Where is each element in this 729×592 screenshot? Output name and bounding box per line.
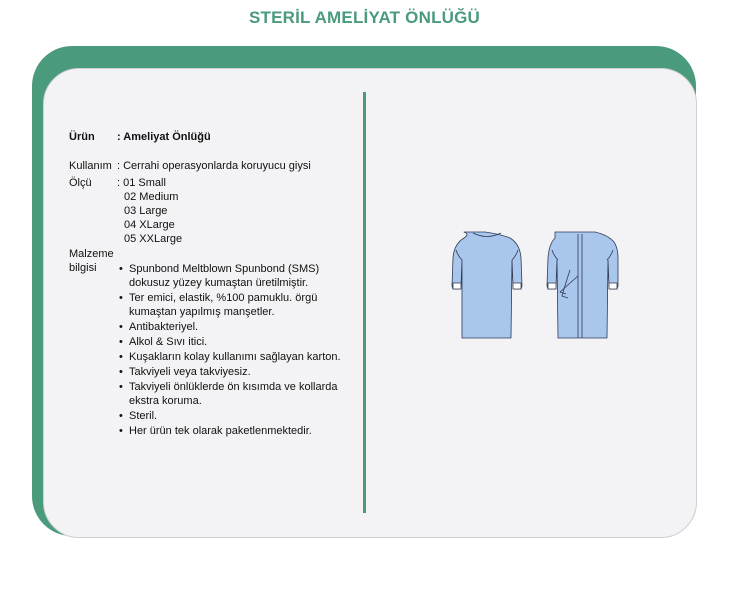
feature-list	[119, 262, 359, 439]
feature-item: • Alkol & Sıvı itici.	[119, 335, 359, 349]
feature-item: • Antibakteriyel.	[119, 320, 359, 334]
gown-back-view	[547, 232, 618, 338]
olcu-first-size: : 01 Small	[117, 177, 166, 189]
malzeme-label-2: bilgisi	[69, 262, 97, 274]
size-item: 02 Medium	[124, 191, 179, 203]
feature-item: • Takviyeli veya takviyesiz.	[119, 365, 359, 379]
size-list	[124, 190, 182, 246]
size-item: 03 Large	[124, 205, 168, 217]
kullanim-label: Kullanım	[69, 160, 112, 172]
feature-item: • Ter emici, elastik, %100 pamuklu. örgü kumaştan yapılmış manşetler.	[119, 291, 359, 319]
size-item: 05 XXLarge	[124, 233, 183, 245]
malzeme-label: Malzeme	[69, 248, 114, 260]
feature-item: • Spunbond Meltblown Spunbond (SMS) dokusuz yüzey kumaştan üretilmiştir.	[119, 262, 359, 290]
olcu-label: Ölçü	[69, 177, 92, 189]
page-title: STERİL AMELİYAT ÖNLÜĞÜ	[248, 8, 481, 27]
feature-item: • Steril.	[119, 409, 359, 423]
gown-illustration	[440, 226, 630, 346]
column-divider	[363, 92, 366, 513]
feature-item: • Takviyeli önlüklerde ön kısımda ve kollarda ekstra koruma.	[119, 380, 359, 408]
gown-front-view	[452, 232, 522, 338]
feature-item: • Kuşakların kolay kullanımı sağlayan karton.	[119, 350, 359, 364]
kullanim-value: : Cerrahi operasyonlarda koruyucu giysi	[117, 160, 311, 172]
urun-label: Ürün	[69, 131, 95, 143]
size-item: 04 XLarge	[124, 219, 175, 231]
feature-item: • Her ürün tek olarak paketlenmektedir.	[119, 424, 359, 438]
urun-value: : Ameliyat Önlüğü	[117, 131, 211, 143]
